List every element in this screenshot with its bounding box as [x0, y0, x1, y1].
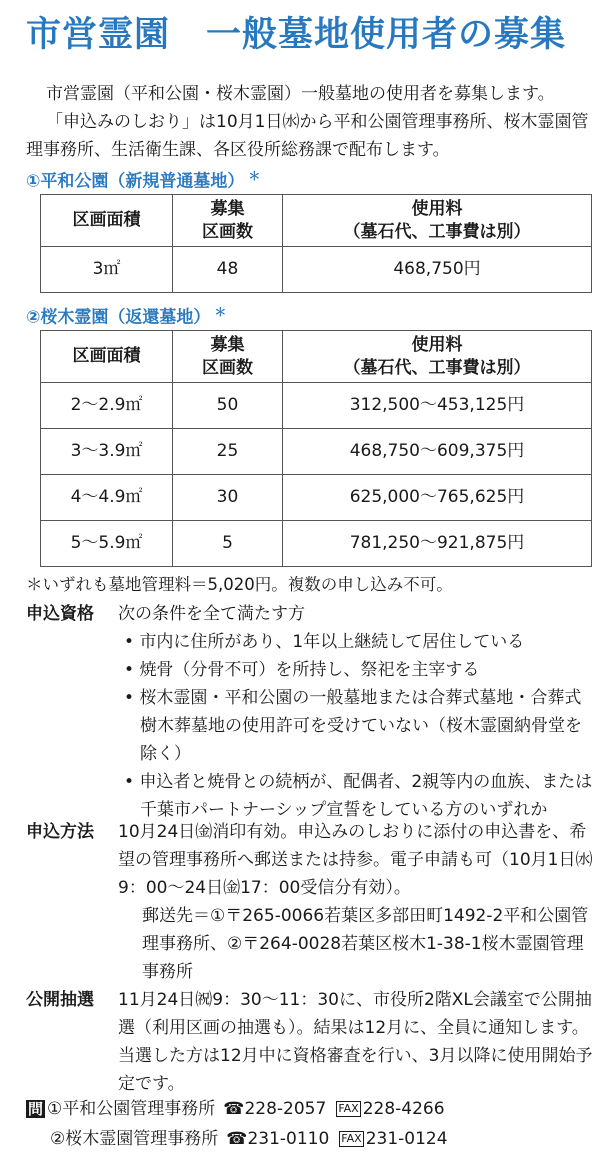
- contact-tel: 228-2057: [244, 1099, 327, 1119]
- list-item: [118, 684, 594, 768]
- table-header-row: [41, 195, 592, 247]
- cell-fee: 468,750～609,375円: [283, 429, 592, 475]
- list-item-text: 焼骨（分骨不可）を所持し、祭祀を主宰する: [139, 660, 480, 680]
- header-area: 区画面積: [41, 331, 173, 383]
- section-2-mark: ＊: [214, 305, 227, 319]
- table-heiwa: [40, 194, 592, 293]
- section-2-heading: [26, 300, 226, 330]
- list-item-text: 申込者と焼骨との続柄が、配偶者、2親等内の血族、または千葉市パートナーシップ宣誓をしている方のいずれか: [139, 772, 593, 820]
- table-header-row: [41, 331, 592, 383]
- section-1-title: ①平和公園（新規普通墓地）: [26, 171, 245, 192]
- intro-line-1: 市営霊園（平和公園・桜木霊園）一般墓地の使用者を募集します。: [46, 84, 555, 104]
- contact-name: ①平和公園管理事務所: [47, 1099, 216, 1119]
- table-row: [41, 383, 592, 429]
- cell-count: 25: [173, 429, 283, 475]
- contact-fax: 231-0124: [365, 1129, 448, 1149]
- lottery-text: 11月24日㈷9：30～11：30に、市役所2階XL会議室で公開抽選（利用区画の抽選も）。結果は12月に、全員に通知します。当選した方は12月中に資格審査を行い、3月以降に使用開始予定です。: [118, 990, 593, 1094]
- qualification-label: 申込資格: [26, 604, 94, 624]
- contact-tel: 231-0110: [247, 1129, 330, 1149]
- list-item-text: 桜木霊園・平和公園の一般墓地または合葬式墓地・合葬式樹木葬墓地の使用許可を受けていない（桜木霊園納骨堂を除く）: [139, 688, 582, 764]
- table-row: [41, 247, 592, 293]
- section-1-heading: [26, 164, 260, 194]
- cell-area: 3㎡: [41, 247, 173, 293]
- fee-note: ＊いずれも墓地管理料＝5,020円。複数の申し込み不可。: [26, 575, 453, 594]
- cell-area: 3～3.9㎡: [41, 429, 173, 475]
- bullet: •: [124, 688, 135, 708]
- inquiry-icon: 問: [28, 1100, 44, 1118]
- header-count: 募集 区画数: [173, 331, 283, 383]
- list-item: [118, 628, 594, 656]
- contact-name: ②桜木霊園管理事務所: [50, 1129, 219, 1149]
- lottery-body: [118, 986, 594, 1098]
- phone-icon: ☎: [223, 1099, 245, 1119]
- cell-count: 5: [173, 521, 283, 567]
- contact-fax: 228-4266: [362, 1099, 445, 1119]
- list-item-text: 市内に住所があり、1年以上継続して居住している: [139, 632, 525, 652]
- cell-fee: 312,500～453,125円: [283, 383, 592, 429]
- contact-line: [26, 1094, 596, 1124]
- cell-fee: 468,750円: [283, 247, 592, 293]
- method-label: 申込方法: [26, 822, 94, 842]
- contact-block: [26, 1094, 596, 1154]
- fax-icon: FAX: [338, 1102, 359, 1115]
- list-item: [118, 656, 594, 684]
- table-row: [41, 475, 592, 521]
- method-body: [118, 818, 594, 986]
- cell-count: 48: [173, 247, 283, 293]
- section-1-mark: ＊: [248, 169, 261, 183]
- method-text: 10月24日㈮消印有効。申込みのしおりに添付の申込書を、希望の管理事務所へ郵送または持参。電子申請も可（10月1日㈬9：00～24日㈮17：00受信分有効）。: [118, 822, 593, 898]
- method-address: 郵送先＝①〒265-0066若葉区多部田町1492-2平和公園管理事務所、②〒264-0028若葉区桜木1-38-1桜木霊園管理事務所: [142, 906, 589, 982]
- header-count: 募集 区画数: [173, 195, 283, 247]
- section-2-title: ②桜木霊園（返還墓地）: [26, 307, 211, 328]
- table-row: [41, 429, 592, 475]
- intro-line-2: 「申込みのしおり」は10月1日㈬から平和公園管理事務所、桜木霊園管理事務所、生活衛生課、各区役所総務課で配布します。: [26, 112, 589, 160]
- phone-icon: ☎: [226, 1129, 248, 1149]
- cell-fee: 625,000～765,625円: [283, 475, 592, 521]
- qualification-body: [118, 600, 594, 824]
- table-row: [41, 521, 592, 567]
- qualification-lead: 次の条件を全て満たす方: [118, 604, 305, 624]
- header-area: 区画面積: [41, 195, 173, 247]
- header-fee: 使用料 （墓石代、工事費は別）: [283, 195, 592, 247]
- bullet: •: [124, 632, 135, 652]
- bullet: •: [124, 660, 135, 680]
- page-title: 市営霊園 一般墓地使用者の募集: [26, 15, 567, 55]
- bullet: •: [124, 772, 135, 792]
- cell-fee: 781,250～921,875円: [283, 521, 592, 567]
- list-item: [118, 768, 594, 824]
- header-fee: 使用料 （墓石代、工事費は別）: [283, 331, 592, 383]
- fax-icon: FAX: [341, 1132, 362, 1145]
- cell-count: 50: [173, 383, 283, 429]
- cell-area: 5～5.9㎡: [41, 521, 173, 567]
- cell-count: 30: [173, 475, 283, 521]
- lottery-label: 公開抽選: [26, 990, 94, 1010]
- table-sakuragi: [40, 330, 592, 567]
- contact-line: [26, 1124, 596, 1154]
- cell-area: 4～4.9㎡: [41, 475, 173, 521]
- cell-area: 2～2.9㎡: [41, 383, 173, 429]
- intro: [26, 80, 596, 164]
